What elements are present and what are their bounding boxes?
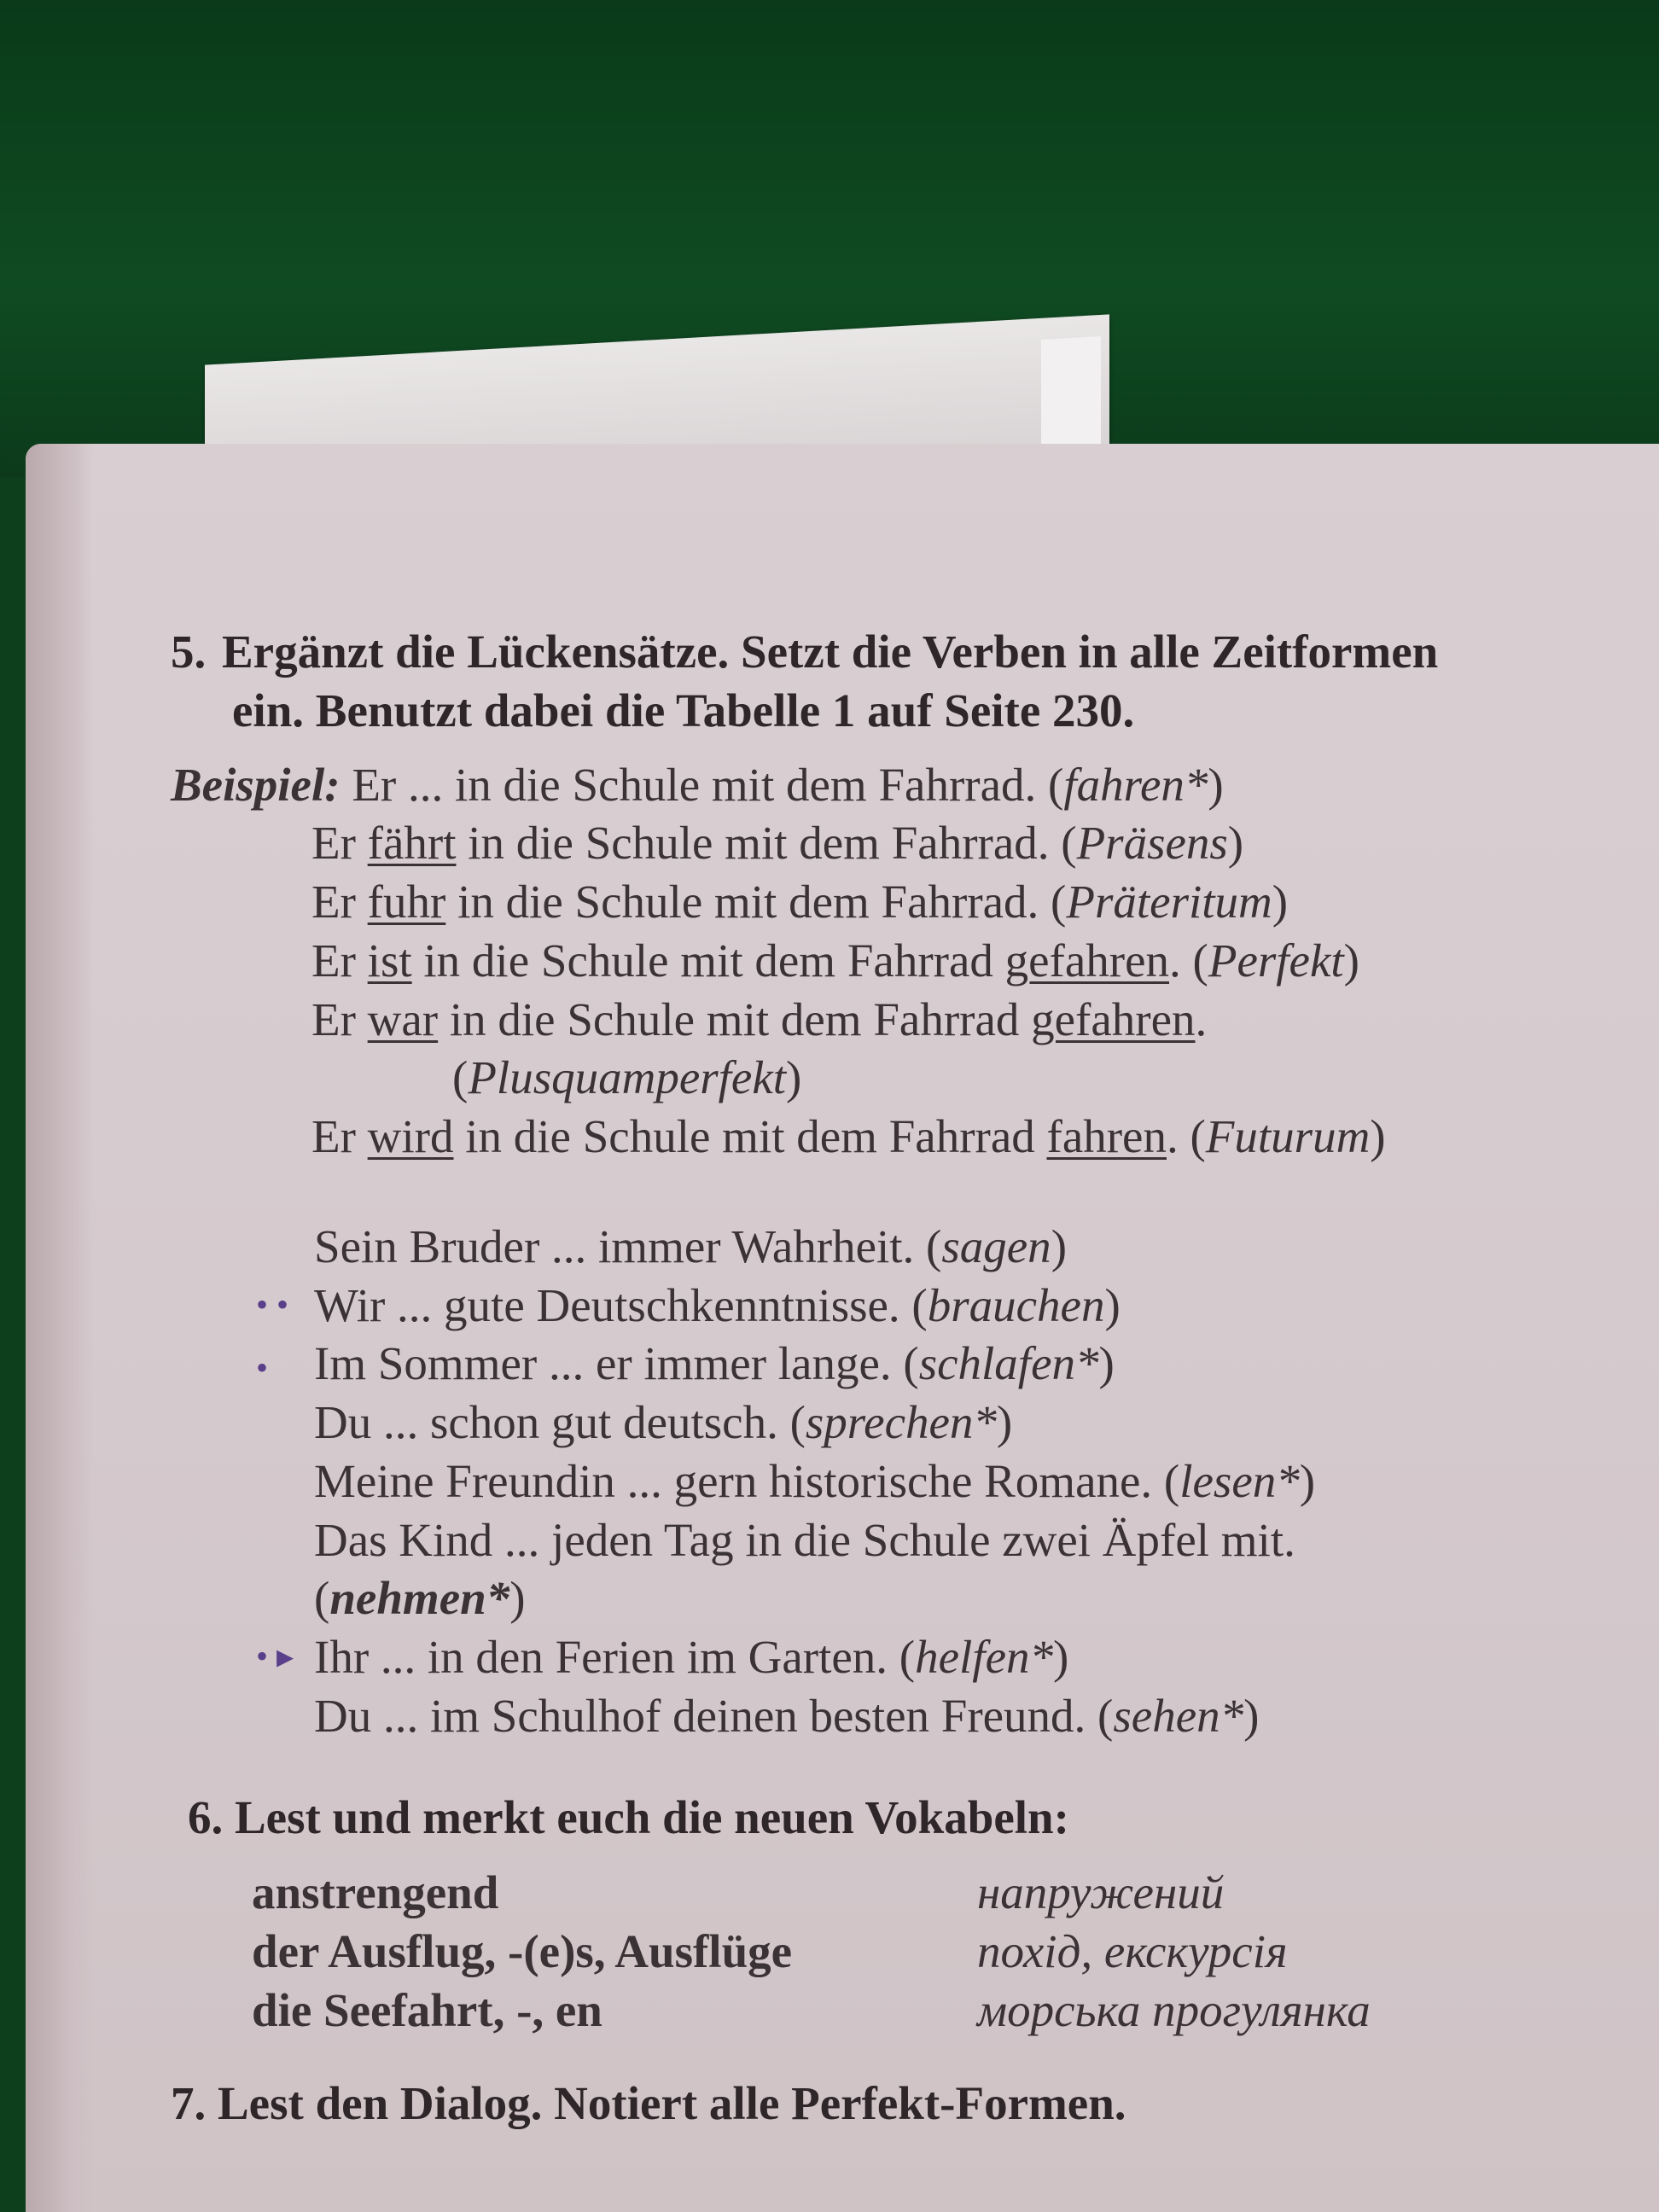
sentence-end: ) xyxy=(1243,1689,1260,1742)
vocab-german: die Seefahrt, -, en xyxy=(252,1983,602,2036)
row-text: ) xyxy=(786,1051,802,1104)
row-tense: Perfekt xyxy=(1208,934,1344,987)
sentence-verb: nehmen* xyxy=(329,1572,510,1625)
exercise-5-heading xyxy=(171,623,1587,741)
sentence-text: Im Sommer ... er immer lange. ( xyxy=(314,1337,919,1390)
book-page xyxy=(26,444,1659,2212)
row-verb: fährt xyxy=(367,817,457,870)
sentence-verb: lesen* xyxy=(1179,1454,1300,1507)
sentence-verb: sagen xyxy=(941,1220,1051,1272)
sentence-end: ) xyxy=(1104,1278,1121,1331)
sentence-5 xyxy=(171,1452,1587,1511)
row-text: ) xyxy=(1370,1110,1386,1162)
sentence-text: ( xyxy=(314,1572,330,1625)
vocab-item xyxy=(252,1982,1587,2040)
sentence-end: ) xyxy=(1051,1220,1068,1272)
row-text: ( xyxy=(452,1051,469,1104)
row-participle: gefahren xyxy=(1031,992,1196,1045)
row-tense: Präsens xyxy=(1076,817,1228,870)
row-tense: Präteritum xyxy=(1066,876,1272,928)
vocab-ukrainian: похід, екскурсія xyxy=(977,1925,1288,1977)
pen-mark: • • xyxy=(256,1284,289,1324)
example-row-plusquamperfekt xyxy=(171,991,1587,1050)
row-text: ) xyxy=(1272,876,1289,928)
sentence-4 xyxy=(171,1394,1587,1452)
sentence-end: ) xyxy=(1299,1454,1316,1507)
vocab-item xyxy=(252,1923,1587,1982)
row-verb: wird xyxy=(367,1110,454,1162)
row-text: Er xyxy=(311,1110,368,1162)
vocab-german: der Ausflug, -(e)s, Ausflüge xyxy=(252,1925,793,1977)
vocab-ukrainian: морська прогулянка xyxy=(977,1983,1371,2036)
example-row-futurum xyxy=(171,1108,1587,1167)
example-row-praeteritum xyxy=(171,873,1587,932)
sentence-6 xyxy=(171,1511,1587,1570)
sentence-text: Das Kind ... jeden Tag in die Schule zwei Äpfel mit. xyxy=(314,1513,1295,1566)
sentence-end: ) xyxy=(509,1572,526,1625)
example-prompt xyxy=(171,756,1587,815)
exercise-5-heading-line1: Ergänzt die Lückensätze. Setzt die Verben in alle Zeitformen xyxy=(222,626,1439,678)
row-verb: fuhr xyxy=(367,876,446,928)
exercise-6-heading: 6. Lest und merkt euch die neuen Vokabeln: xyxy=(188,1790,1069,1843)
vocab-german: anstrengend xyxy=(252,1866,499,1919)
example-row-plusquamperfekt-label xyxy=(171,1049,1587,1108)
sentence-verb: brauchen xyxy=(927,1278,1105,1331)
vocab-list xyxy=(171,1864,1587,2040)
sentence-verb: schlafen* xyxy=(918,1337,1099,1390)
exercise-sentences xyxy=(171,1218,1587,1746)
example-row-praesens xyxy=(171,814,1587,873)
sentence-verb: sprechen* xyxy=(805,1396,997,1448)
sentence-6-verb xyxy=(171,1569,1587,1628)
row-text: in die Schule mit dem Fahrrad. ( xyxy=(445,876,1067,928)
row-text: ) xyxy=(1343,934,1359,987)
row-text: Er xyxy=(311,876,368,928)
row-text: in die Schule mit dem Fahrrad xyxy=(438,992,1032,1045)
vocab-ukrainian: напружений xyxy=(977,1866,1225,1919)
row-participle: gefahren xyxy=(1004,934,1170,987)
row-text: Er xyxy=(311,992,368,1045)
sentence-7 xyxy=(171,1628,1587,1687)
sentence-text: Du ... im Schulhof deinen besten Freund. ( xyxy=(314,1689,1114,1742)
example-row-perfekt xyxy=(171,932,1587,991)
row-tense: Futurum xyxy=(1205,1110,1371,1162)
sentence-text: Sein Bruder ... immer Wahrheit. ( xyxy=(314,1220,942,1272)
example-prompt-verb: fahren* xyxy=(1063,758,1208,811)
row-tense: Plusquamperfekt xyxy=(468,1051,787,1104)
example-prompt-close: ) xyxy=(1208,758,1224,811)
sentence-3 xyxy=(171,1335,1587,1394)
sentence-text: Du ... schon gut deutsch. ( xyxy=(314,1396,806,1448)
sentence-verb: helfen* xyxy=(915,1631,1053,1683)
row-verb: ist xyxy=(367,934,412,987)
exercise-5-number: 5. xyxy=(171,626,207,678)
row-text: . xyxy=(1195,992,1208,1045)
row-text: Er xyxy=(311,817,368,870)
page-gutter xyxy=(26,444,94,2212)
row-text: ) xyxy=(1227,817,1244,870)
row-text: in die Schule mit dem Fahrrad xyxy=(453,1110,1047,1162)
sentence-end: ) xyxy=(1053,1631,1069,1683)
row-text: in die Schule mit dem Fahrrad. ( xyxy=(456,817,1077,870)
sentence-verb: sehen* xyxy=(1113,1689,1244,1742)
pen-mark: • xyxy=(256,1348,269,1388)
row-participle: fahren xyxy=(1046,1110,1167,1162)
sentence-text: Ihr ... in den Ferien im Garten. ( xyxy=(314,1631,916,1683)
row-text: . ( xyxy=(1166,1110,1206,1162)
sentence-2 xyxy=(171,1277,1587,1336)
example-block xyxy=(171,756,1587,1167)
sentence-text: Wir ... gute Deutschkenntnisse. ( xyxy=(314,1278,928,1331)
sentence-1 xyxy=(171,1218,1587,1277)
exercise-7-heading: 7. Lest den Dialog. Notiert alle Perfekt-Formen. xyxy=(171,2076,1126,2129)
row-text: Er xyxy=(311,934,368,987)
spacer xyxy=(171,1167,1587,1218)
row-text: in die Schule mit dem Fahrrad xyxy=(411,934,1005,987)
row-verb: war xyxy=(367,992,439,1045)
page-content xyxy=(171,623,1587,2133)
sentence-8 xyxy=(171,1687,1587,1746)
pen-mark: • ▸ xyxy=(256,1637,294,1675)
sentence-end: ) xyxy=(1098,1337,1115,1390)
example-label: Beispiel: xyxy=(171,758,341,811)
sentence-end: ) xyxy=(996,1396,1013,1448)
vocab-item xyxy=(252,1864,1587,1923)
exercise-5-heading-line2: ein. Benutzt dabei die Tabelle 1 auf Seite 230. xyxy=(232,684,1135,736)
row-text: . ( xyxy=(1169,934,1208,987)
sentence-text: Meine Freundin ... gern historische Romane. ( xyxy=(314,1454,1180,1507)
example-prompt-text: Er ... in die Schule mit dem Fahrrad. ( xyxy=(340,758,1064,811)
